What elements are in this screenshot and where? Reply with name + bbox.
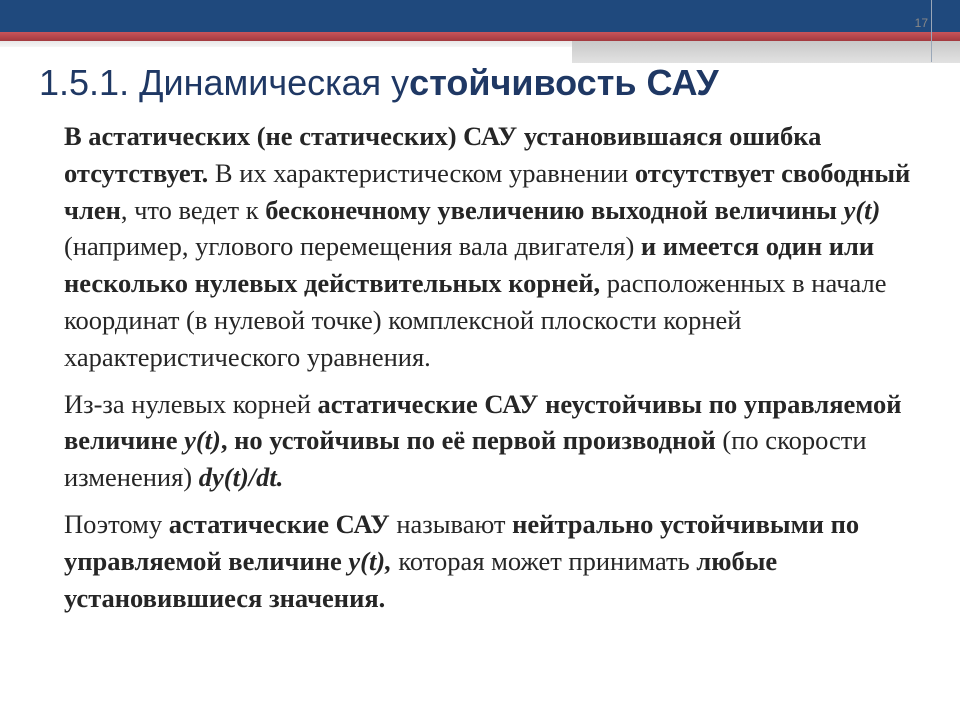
- p1-bold-5: бесконечному увеличению выходной величины: [265, 194, 844, 225]
- header-band-gray: [572, 41, 960, 63]
- header-band-red: [0, 32, 960, 41]
- slide-content: [64, 118, 924, 626]
- title-part-bold: стойчивость САУ: [409, 62, 719, 103]
- p2-text-1: Из-за нулевых корней: [64, 388, 318, 419]
- p3-text-3: называют: [389, 508, 513, 539]
- p1-text-9: расположенных в начале координат (в нулевой точке) комплексной плоскости корней характеристического уравнения.: [64, 268, 887, 372]
- p1-bold-3: отсутствует свободный член: [64, 157, 911, 225]
- p3-text-6: которая может принимать: [391, 545, 697, 576]
- p2-formula-yt: y(t): [184, 425, 221, 456]
- p1-text-2: В их характеристическом уравнении: [208, 157, 635, 188]
- slide-number: 17: [914, 16, 928, 30]
- p3-bold-4: нейтрально устойчивыми по управляемой величине: [64, 508, 860, 576]
- header-band-light: [0, 41, 572, 47]
- paragraph-1: [64, 118, 924, 376]
- p1-text-7: (например, углового перемещения вала двигателя): [64, 231, 641, 262]
- p3-formula-yt: y(t),: [348, 545, 392, 576]
- p1-text-4: , что ведет к: [120, 194, 266, 225]
- paragraph-2: [64, 386, 924, 496]
- p1-formula-yt: y(t): [843, 194, 881, 225]
- p3-text-1: Поэтому: [64, 508, 169, 539]
- p1-bold-1: В астатических (не статических) САУ установившаяся ошибка отсутствует.: [64, 121, 822, 188]
- p2-formula-derivative: dy(t)/dt.: [198, 462, 284, 493]
- p1-bold-8: и имеется один или несколько нулевых действительных корней,: [64, 231, 875, 299]
- p3-bold-2: астатические САУ: [168, 508, 390, 539]
- paragraph-3: [64, 506, 924, 616]
- title-part-regular: 1.5.1. Динамическая у: [39, 62, 410, 103]
- p2-text-5: (по скорости изменения): [64, 425, 867, 493]
- p2-bold-4: , но устойчивы по её первой производной: [220, 425, 716, 456]
- p3-bold-7: любые установившиеся значения.: [64, 545, 778, 613]
- header-divider-line: [931, 0, 932, 62]
- header-band-blue: [0, 0, 960, 32]
- p2-bold-2: астатические САУ неустойчивы по управляемой величине: [64, 388, 902, 456]
- slide-title: [39, 62, 719, 104]
